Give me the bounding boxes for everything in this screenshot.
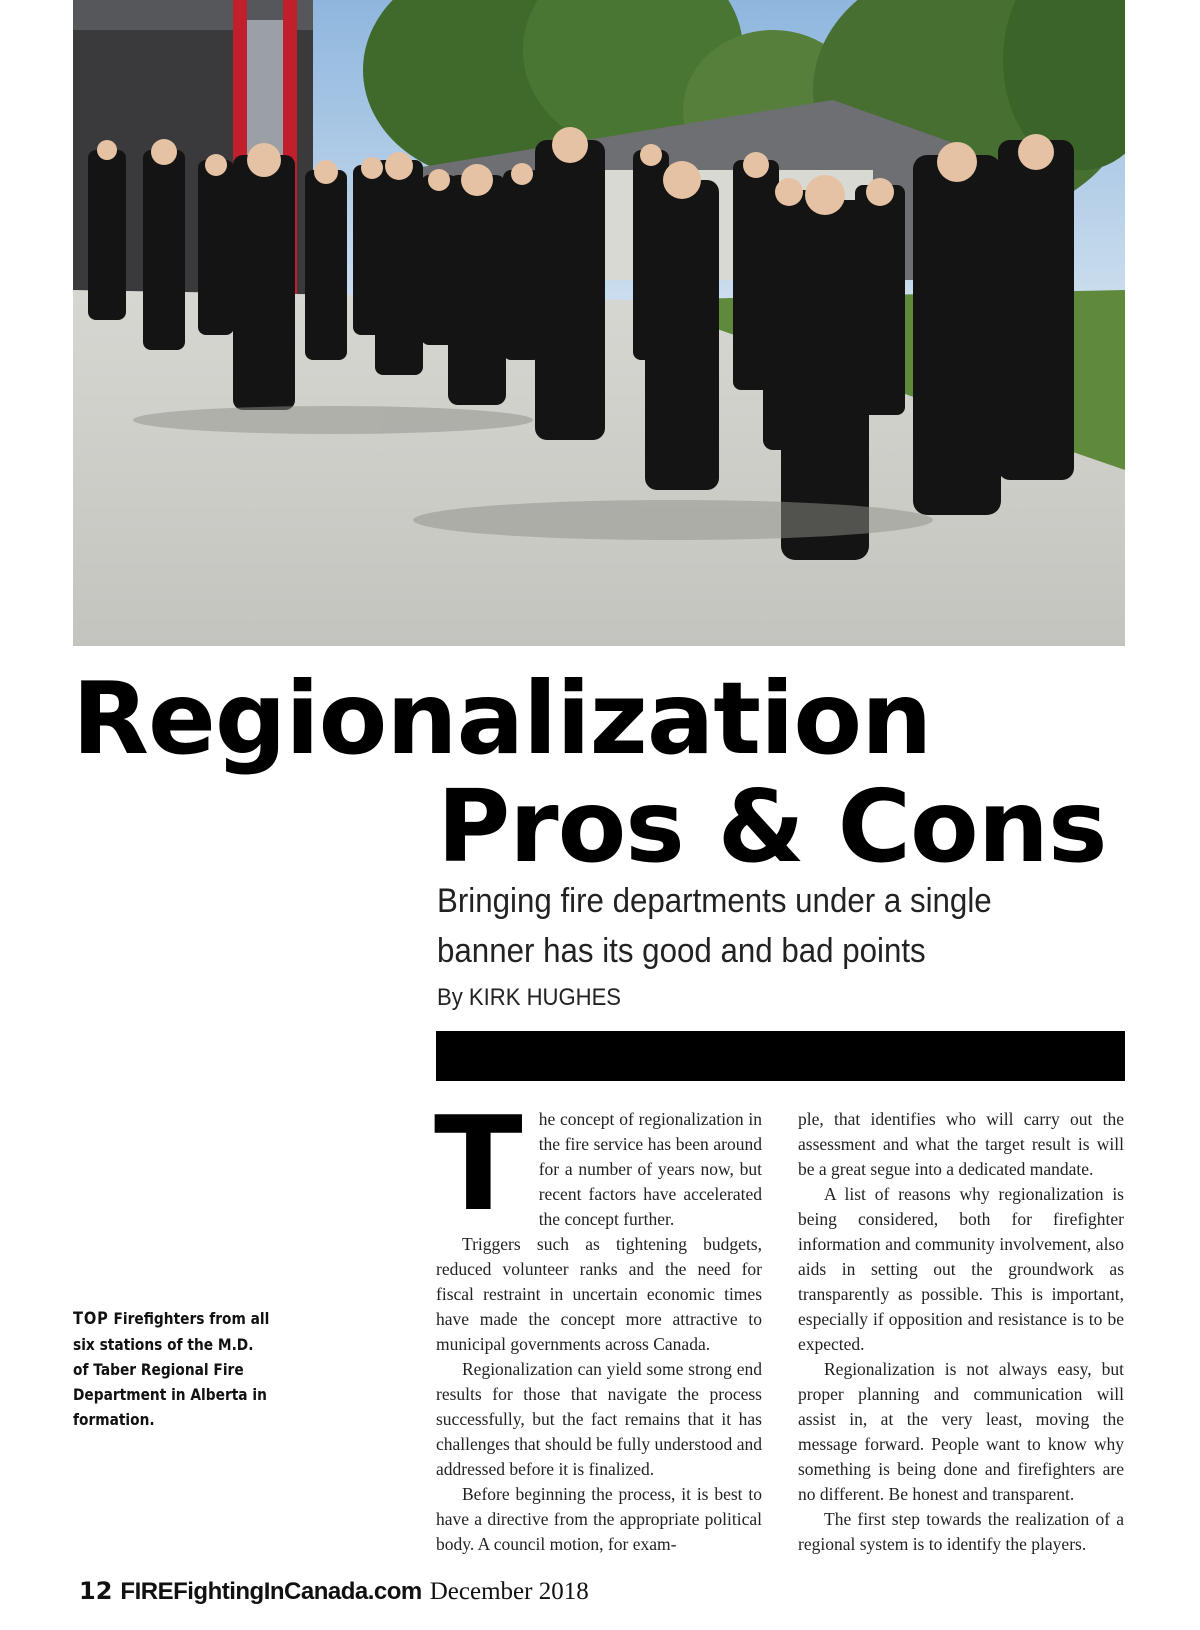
paragraph: he concept of regionalization in the fire service has been around for a number of years now, but recent factors have accelerated the concept further. [538,1109,762,1229]
headline-line-2: Pros & Cons [437,768,1107,885]
drop-cap: T [434,1088,523,1240]
article-column-2 [798,1107,1124,1557]
site-url: FIREFightingInCanada.com [120,1578,422,1605]
caption-text: Firefighters from all six stations of the M.D. of Taber Regional Fire Department in Alberta in formation. [73,1309,270,1429]
article-column-1 [434,1088,762,1557]
byline: By KIRK HUGHES [437,984,622,1011]
page-footer [79,1574,589,1609]
paragraph: The first step towards the realization of a regional system is to identify the players. [798,1509,1124,1554]
headline-line-1: Regionalization [72,660,932,777]
dek-subtitle: Bringing fire departments under a single banner has its good and bad points [437,882,992,970]
paragraph: Before beginning the process, it is best to have a directive from the appropriate political body. A council motion, for exam- [436,1484,762,1554]
paragraph: A list of reasons why regionalization is being considered, both for firefighter information and community involvement, also aids in setting out the groundwork as transparently as possible. This is important, especially if opposition and resistance is to be expected. [798,1184,1124,1354]
paragraph: Regionalization can yield some strong end results for those that navigate the process successfully, but the fact remains that it has challenges that should be fully understood and addressed before it is finalized. [436,1359,762,1479]
page-number: 12 [79,1577,113,1605]
photo-caption [73,1306,271,1432]
hero-photo [73,0,1125,646]
paragraph: Triggers such as tightening budgets, reduced volunteer ranks and the need for fiscal restraint in uncertain economic times have made the concept more attractive to municipal governments across Canada. [436,1234,762,1354]
black-rule-bar [436,1031,1125,1081]
issue-date: December 2018 [429,1578,589,1605]
caption-lead: TOP [73,1309,109,1329]
paragraph: ple, that identifies who will carry out the assessment and what the target result is will be a great segue into a dedicated mandate. [798,1109,1124,1179]
paragraph: Regionalization is not always easy, but proper planning and communication will assist in, at the very least, moving the message forward. People want to know why something is being done and firefighters are no different. Be honest and transparent. [798,1359,1124,1504]
